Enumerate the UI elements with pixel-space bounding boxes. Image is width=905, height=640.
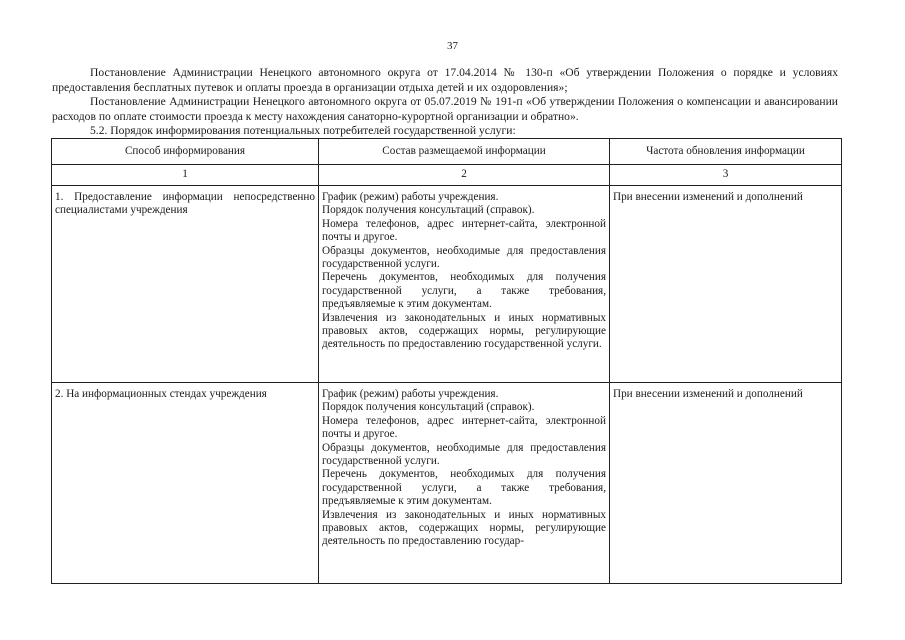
content-cell [319, 186, 610, 383]
table-row [52, 383, 842, 584]
table-row [52, 186, 842, 383]
header-method: Способ информирования [52, 139, 319, 165]
content-item: Образцы документов, необходимые для предоставления государственной услуги. [322, 441, 606, 468]
content-item: График (режим) работы учреждения. [322, 191, 499, 203]
content-item: Порядок получения консультаций (справок). [322, 204, 535, 217]
content-cell [319, 383, 610, 584]
column-number: 1 [52, 165, 319, 186]
content-item: Номера телефонов, адрес интернет-сайта, электронной почты и другое. [322, 217, 606, 244]
method-text: 1. Предоставление информации непосредственно специалистами учреждения [55, 191, 315, 217]
method-text: 2. На информационных стендах учреждения [55, 388, 267, 400]
section-heading: 5.2. Порядок информирования потенциальных потребителей государственной услуги: [90, 124, 516, 138]
table-header-row [52, 139, 842, 165]
intro-paragraph: Постановление Администрации Ненецкого автономного округа от 17.04.2014 № 130-п «Об утверждении Положения о порядке и условиях предоставления бесплатных путевок и оплаты проезда в организации отдыха детей и их оздоровления»; [52, 66, 838, 94]
content-item: Номера телефонов, адрес интернет-сайта, электронной почты и другое. [322, 414, 606, 441]
information-table [51, 138, 842, 584]
frequency-text: При внесении изменений и дополнений [613, 191, 803, 203]
content-item: Извлечения из законодательных и иных нормативных правовых актов, содержащих нормы, регулирующие деятельность по предоставлению государ- [322, 508, 606, 548]
content-item: Перечень документов, необходимых для получения государственной услуги, а также требования, предъявляемые к этим документам. [322, 271, 606, 311]
header-frequency: Частота обновления информации [610, 139, 842, 165]
header-content: Состав размещаемой информации [319, 139, 610, 165]
content-item: Извлечения из законодательных и иных нормативных правовых актов, содержащих нормы, регулирующие деятельность по предоставлению государственной услуги. [322, 311, 606, 351]
intro-paragraph: Постановление Администрации Ненецкого автономного округа от 05.07.2019 № 191-п «Об утверждении Положения о компенсации и авансировании расходов по оплате стоимости проезда к месту нахождения санаторно-курортной организации и обратно». [52, 95, 838, 123]
page-number: 37 [447, 40, 458, 52]
content-item: Перечень документов, необходимых для получения государственной услуги, а также требования, предъявляемые к этим документам. [322, 468, 606, 508]
column-number: 2 [319, 165, 610, 186]
method-cell [52, 186, 319, 383]
method-cell [52, 383, 319, 584]
content-item: Образцы документов, необходимые для предоставления государственной услуги. [322, 244, 606, 271]
frequency-text: При внесении изменений и дополнений [613, 388, 803, 400]
column-number: 3 [610, 165, 842, 186]
frequency-cell [610, 383, 842, 584]
column-number-row [52, 165, 842, 186]
content-item: График (режим) работы учреждения. [322, 388, 499, 400]
intro-text [52, 66, 838, 139]
content-item: Порядок получения консультаций (справок). [322, 401, 535, 414]
frequency-cell [610, 186, 842, 383]
